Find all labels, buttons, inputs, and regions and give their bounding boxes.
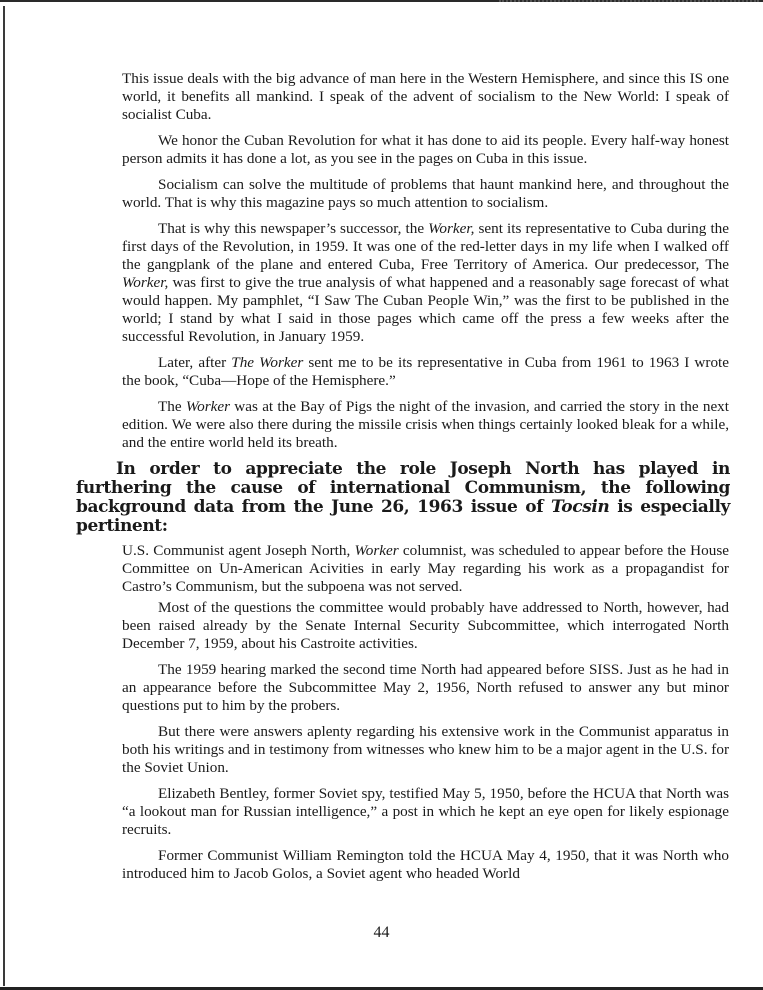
paragraph: We honor the Cuban Revolution for what it has done to aid its people. Every half-way honest person admits it has done a lot, as you see in the pages on Cuba in this issue. xyxy=(122,132,729,167)
text-run: In order to appreciate the role Joseph North has played in furthering the cause of international Communism, the following background data from the June 26, 1963 issue of xyxy=(76,459,730,517)
text-run: sent me to be its representative in Cuba from 1961 to 1963 I wrote the book, “Cuba—Hope of the Hemisphere.” xyxy=(122,354,730,389)
paragraph xyxy=(122,398,729,452)
paragraph xyxy=(122,220,729,346)
quote-paragraph xyxy=(122,542,729,596)
intro-heading xyxy=(76,460,730,536)
paragraph: Socialism can solve the multitude of problems that haunt mankind here, and throughout the world. That is why this magazine pays so much attention to socialism. xyxy=(122,176,729,211)
page-body xyxy=(76,70,730,891)
text-run: is especially pertinent: xyxy=(76,497,730,536)
italic-run: Worker, xyxy=(122,274,169,291)
text-run: U.S. Communist agent Joseph North, xyxy=(122,542,355,559)
scan-border-left xyxy=(3,6,5,986)
text-run: sent its representative to Cuba during the first days of the Revolution, in 1959. It was one of the red-letter days in my life when I walked off the gangplank of the plane and entered Cuba, Free Territory of America. Our predecessor, The xyxy=(122,220,729,273)
paragraph xyxy=(122,354,729,390)
text-run: was at the Bay of Pigs the night of the invasion, and carried the story in the next edition. We were also there during the missile crisis when things certainly looked bleak for a while, and the entire world held its breath. xyxy=(122,398,730,451)
text-run: Later, after xyxy=(158,354,232,371)
text-run: columnist, was scheduled to appear before the House Committee on Un-American Acivities in early May regarding his work as a propagandist for Castro’s Communism, but the subpoena was not served. xyxy=(122,542,729,595)
italic-run: Tocsin xyxy=(551,497,610,517)
paragraph: This issue deals with the big advance of man here in the Western Hemisphere, and since this IS one world, it benefits all mankind. I speak of the advent of socialism to the New World: I speak of socialist Cuba. xyxy=(122,70,729,123)
scan-border-bottom xyxy=(0,984,763,990)
italic-run: Worker xyxy=(185,398,231,415)
quote-paragraph: The 1959 hearing marked the second time North had appeared before SISS. Just as he had in an appearance before the Subcommittee May 2, 1956, North refused to answer any but minor questions put to him by the probers. xyxy=(122,661,729,714)
text-run: That is why this newspaper’s successor, the xyxy=(158,220,429,237)
quote-paragraph: Most of the questions the committee would probably have addressed to North, however, had been raised already by the Senate Internal Security Subcommittee, which interrogated North December 7, 1959, about his Castroite activities. xyxy=(122,599,729,652)
quote-paragraph: Former Communist William Remington told the HCUA May 4, 1950, that it was North who introduced him to Jacob Golos, a Soviet agent who headed World xyxy=(122,847,729,882)
italic-run: The Worker xyxy=(231,354,304,371)
italic-run: Worker xyxy=(354,542,399,559)
text-run: was first to give the true analysis of what happened and a reasonably sage forecast of what would happen. My pamphlet, “I Saw The Cuban People Win,” was the first to be published in the world; I stand by what I said in those pages which came off the press a few weeks after the successful Revolution, in January 1959. xyxy=(122,274,729,345)
quote-paragraph: But there were answers aplenty regarding his extensive work in the Communist apparatus in both his writings and in testimony from witnesses who knew him to be a major agent in the U.S. for the Soviet Union. xyxy=(122,723,729,776)
scan-border-dots xyxy=(499,0,759,8)
quote-paragraph: Elizabeth Bentley, former Soviet spy, testified May 5, 1950, before the HCUA that North was “a lookout man for Russian intelligence,” a post in which he kept an eye open for likely espionage recruits. xyxy=(122,785,729,838)
italic-run: Worker, xyxy=(428,220,475,237)
page-number: 44 xyxy=(373,924,390,941)
text-run: The xyxy=(158,398,186,415)
